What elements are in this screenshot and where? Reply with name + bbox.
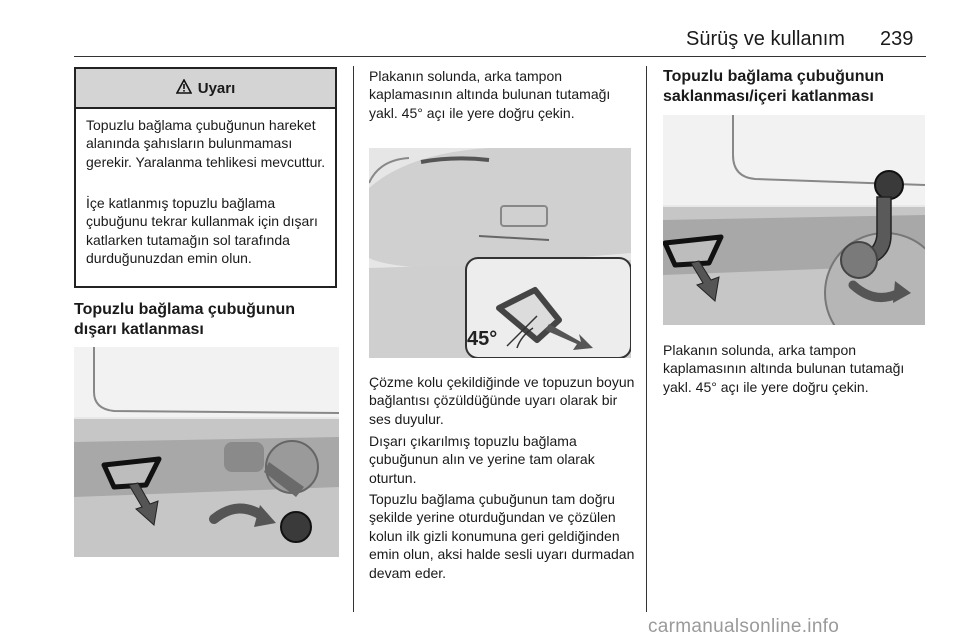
col2-paragraph-2: Dışarı çıkarılmış topuzlu bağlama çubuğunun alın ve yerine tam olarak oturtun.	[369, 433, 595, 486]
footer-watermark: carmanualsonline.info	[648, 616, 840, 637]
warning-box	[74, 67, 337, 288]
section-heading-fold-out: Topuzlu bağlama çubuğunun dışarı katlanması	[74, 301, 296, 338]
tow-bar-stow-illustration	[663, 115, 925, 325]
angle-label: 45°	[467, 328, 498, 350]
col2-paragraph-1: Çözme kolu çekildiğinde ve topuzun boyun bağlantısı çözüldüğünde uyarı olarak bir ses duyulur.	[369, 374, 635, 427]
page-header-title: Sürüş ve kullanım	[686, 28, 845, 50]
warning-paragraph-2: İçe katlanmış topuzlu bağlama çubuğunu tekrar kullanmak için dışarı katlarken tutamağın sol tarafında durduğunuzdan emin olun.	[86, 195, 318, 267]
warning-title: Uyarı	[197, 79, 236, 97]
column-divider-1	[353, 66, 354, 612]
header-rule	[74, 56, 926, 57]
warning-header	[76, 69, 335, 109]
section-heading-stow: Topuzlu bağlama çubuğunun saklanması/içeri katlanması	[663, 68, 885, 105]
col3-paragraph: Plakanın solunda, arka tampon kaplamasının altında bulunan tutamağı yakl. 45° açı ile yere doğru çekin.	[663, 342, 905, 395]
warning-triangle-icon	[176, 79, 192, 98]
page-number: 239	[880, 28, 914, 50]
warning-paragraph-1: Topuzlu bağlama çubuğunun hareket alanında şahısların bulunmaması gerekir. Yaralanma tehlikesi mevcuttur.	[86, 117, 326, 170]
column-divider-2	[646, 66, 647, 612]
col2-paragraph-3: Topuzlu bağlama çubuğunun tam doğru şekilde yerine oturduğundan ve çözülen kolun ilk gizli konumuna geri geldiğinden emin olun, aksi halde sesli uyarı durmadan devam eder.	[369, 491, 635, 581]
tow-bar-fold-out-illustration	[74, 347, 339, 557]
handle-pull-illustration	[369, 148, 631, 358]
col2-intro-paragraph: Plakanın solunda, arka tampon kaplamasının altında bulunan tutamağı yakl. 45° açı ile yere doğru çekin.	[369, 68, 611, 121]
